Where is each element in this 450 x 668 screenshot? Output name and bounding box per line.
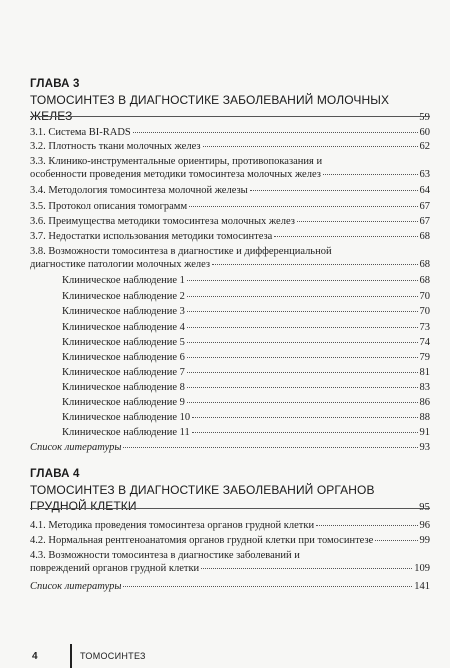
observation-11[interactable]: Клиническое наблюдение 11 91	[62, 427, 430, 438]
chapter-4-title-page: 95	[419, 501, 430, 513]
toc-entry-3-5[interactable]: 3.5. Протокол описания томограмм 67	[30, 201, 430, 212]
toc-entry-3-literature[interactable]: Список литературы 93	[30, 442, 430, 453]
observation-3[interactable]: Клиническое наблюдение 3 70	[62, 306, 430, 317]
observation-7[interactable]: Клиническое наблюдение 7 81	[62, 367, 430, 378]
toc-entry-3-7[interactable]: 3.7. Недостатки использования методики томосинтеза 68	[30, 231, 430, 242]
toc-entry-4-literature[interactable]: Список литературы 141	[30, 581, 430, 592]
observation-2[interactable]: Клиническое наблюдение 2 70	[62, 291, 430, 302]
toc-entry-4-2[interactable]: 4.2. Нормальная рентгеноанатомия органов грудной клетки при томосинтезе 99	[30, 535, 430, 546]
chapter-4-title	[30, 483, 430, 515]
toc-entry-3-6[interactable]: 3.6. Преимущества методики томосинтеза молочных желез 67	[30, 216, 430, 227]
chapter-3-title-line1: ТОМОСИНТЕЗ В ДИАГНОСТИКЕ ЗАБОЛЕВАНИЙ МОЛОЧНЫХ	[30, 93, 390, 107]
chapter-3-label: ГЛАВА 3	[30, 78, 80, 90]
toc-entry-3-8[interactable]: 3.8. Возможности томосинтеза в диагностике и дифференциальной диагностике патологии молочных желез 68	[30, 246, 430, 270]
observation-1[interactable]: Клиническое наблюдение 1 68	[62, 275, 430, 286]
toc-entry-4-3[interactable]: 4.3. Возможности томосинтеза в диагностике заболеваний и повреждений органов грудной клетки 109	[30, 550, 430, 574]
running-title: ТОМОСИНТЕЗ	[80, 651, 146, 661]
chapter-4-title-line1: ТОМОСИНТЕЗ В ДИАГНОСТИКЕ ЗАБОЛЕВАНИЙ ОРГАНОВ	[30, 483, 375, 497]
toc-entry-3-4[interactable]: 3.4. Методология томосинтеза молочной железы 64	[30, 185, 430, 196]
observation-9[interactable]: Клиническое наблюдение 9 86	[62, 397, 430, 408]
chapter-4-rule	[30, 508, 430, 509]
chapter-3-rule	[30, 116, 430, 117]
observation-5[interactable]: Клиническое наблюдение 5 74	[62, 337, 430, 348]
chapter-4-label: ГЛАВА 4	[30, 468, 80, 480]
page-number: 4	[32, 651, 38, 662]
toc-entry-3-3[interactable]: 3.3. Клинико-инструментальные ориентиры, противопоказания и особенности проведения методики томосинтеза молочных желез 63	[30, 156, 430, 180]
observation-8[interactable]: Клиническое наблюдение 8 83	[62, 382, 430, 393]
observation-6[interactable]: Клиническое наблюдение 6 79	[62, 352, 430, 363]
toc-entry-4-1[interactable]: 4.1. Методика проведения томосинтеза органов грудной клетки 96	[30, 520, 430, 531]
footer-divider	[70, 644, 72, 668]
chapter-3-title	[30, 93, 430, 125]
chapter-4-title-line2: ГРУДНОЙ КЛЕТКИ 95	[30, 499, 430, 516]
observation-10[interactable]: Клиническое наблюдение 10 88	[62, 412, 430, 423]
chapter-3-title-page: 59	[419, 111, 430, 123]
toc-entry-3-2[interactable]: 3.2. Плотность ткани молочных желез 62	[30, 141, 430, 152]
toc-entry-3-1[interactable]: 3.1. Система BI-RADS 60	[30, 127, 430, 138]
observation-4[interactable]: Клиническое наблюдение 4 73	[62, 322, 430, 333]
chapter-3-title-line2: ЖЕЛЕЗ 59	[30, 109, 430, 126]
